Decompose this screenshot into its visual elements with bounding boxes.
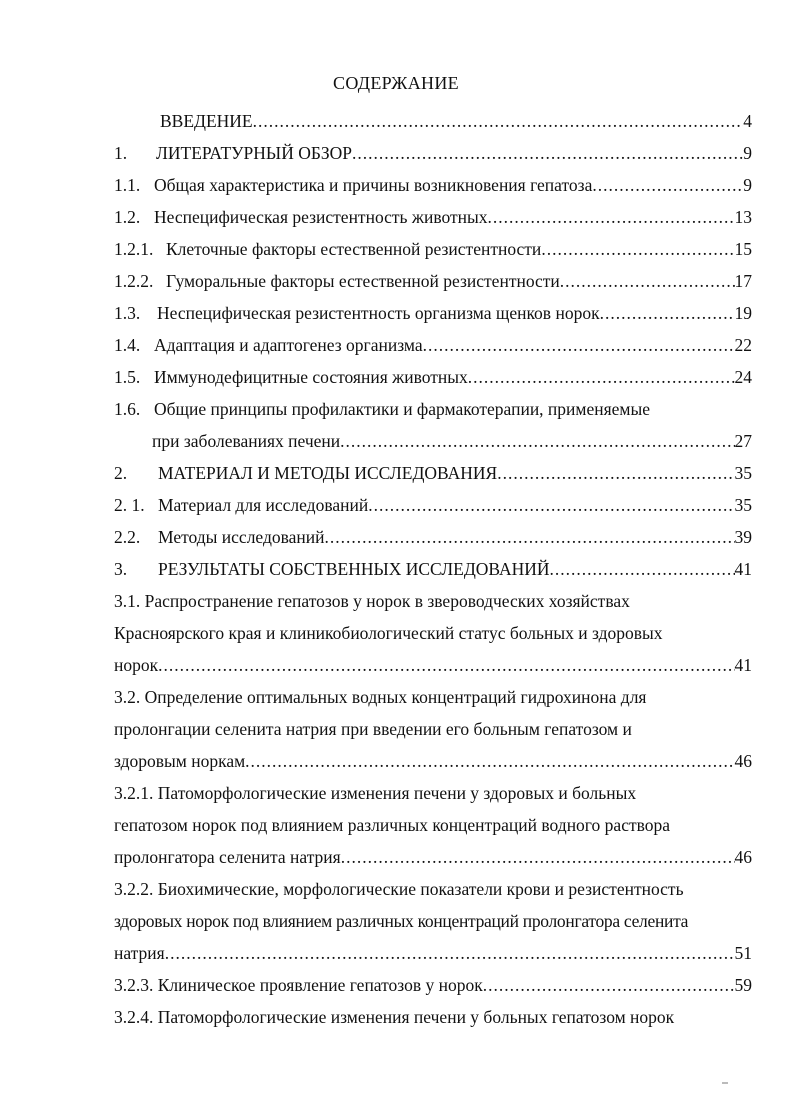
toc-page-number: 19: [734, 303, 752, 323]
leader-dots: [560, 270, 735, 292]
toc-entry-text: ЛИТЕРАТУРНЫЙ ОБЗОР: [156, 143, 353, 163]
leader-dots: [488, 206, 735, 228]
toc-entry-3-1-cont: [114, 622, 754, 646]
toc-entry-text: Иммунодефицитные состояния животных: [154, 367, 468, 387]
page-title: СОДЕРЖАНИЕ: [333, 73, 459, 93]
toc-page-number: 27: [734, 431, 752, 451]
toc-entry-3: [114, 558, 752, 582]
leader-dots: [368, 494, 734, 516]
toc-entry-3-2-3: [114, 974, 752, 998]
toc-page-number: 15: [734, 239, 752, 259]
toc-entry-2-1: [114, 494, 752, 518]
toc-entry-number: 1.6.: [114, 399, 141, 419]
scan-artifact: [722, 1082, 728, 1084]
leader-dots: [497, 462, 734, 484]
toc-entry-number: 1.: [114, 143, 128, 163]
leader-dots: [325, 526, 735, 548]
toc-entry-3-2-1-cont: [114, 814, 754, 838]
leader-dots: [483, 974, 735, 996]
toc-entry-1-2-1: [114, 238, 752, 262]
toc-page-number: 59: [734, 975, 752, 995]
toc-entry-text: натрия: [114, 943, 165, 963]
leader-dots: [468, 366, 735, 388]
toc-entry-1-2: [114, 206, 752, 230]
leader-dots: [158, 654, 734, 676]
toc-entry-text: 3.2.2. Биохимические, морфологические показатели крови и резистентность: [114, 879, 684, 899]
toc-entry-text: Общие принципы профилактики и фармакотерапии, применяемые: [154, 399, 651, 419]
leader-dots: [253, 110, 744, 132]
toc-page-number: 41: [734, 559, 752, 579]
toc-entry-1: [114, 142, 752, 166]
toc-page-number: 9: [743, 175, 752, 195]
toc-entry-text: здоровых норок под влиянием различных концентраций пролонгатора селенита: [114, 911, 689, 931]
toc-entry-2: [114, 462, 752, 486]
toc-entry-number: 1.1.: [114, 175, 141, 195]
toc-page-number: 13: [734, 207, 752, 227]
toc-entry-number: 1.3.: [114, 303, 141, 323]
toc-entry-intro: [160, 110, 752, 134]
leader-dots: [341, 846, 735, 868]
toc-entry-1-1: [114, 174, 752, 198]
toc-entry-1-6-cont: [152, 430, 752, 454]
toc-page-number: 24: [734, 367, 752, 387]
toc-page-number: 51: [734, 943, 752, 963]
toc-entry-1-5: [114, 366, 752, 390]
toc-entry-text: 3.2.4. Патоморфологические изменения печени у больных гепатозом норок: [114, 1007, 675, 1027]
toc-entry-text: Неспецифическая резистентность организма щенков норок: [157, 303, 600, 323]
toc-entry-number: 2. 1.: [114, 495, 145, 515]
toc-entry-number: 1.5.: [114, 367, 141, 387]
toc-entry-number: 2.: [114, 463, 128, 483]
toc-page-number: 22: [734, 335, 752, 355]
toc-entry-text: Гуморальные факторы естественной резистентности: [166, 271, 560, 291]
toc-entry-3-1: [114, 590, 754, 614]
toc-page-number: 39: [734, 527, 752, 547]
toc-entry-text: Адаптация и адаптогенез организма: [154, 335, 423, 355]
toc-entry-text: 3.2. Определение оптимальных водных концентраций гидрохинона для: [114, 687, 647, 707]
toc-entry-3-1-end: [114, 654, 752, 678]
toc-page-number: 17: [734, 271, 752, 291]
toc-entry-text: норок: [114, 655, 159, 675]
toc-page-number: 41: [734, 655, 752, 675]
toc-entry-text: Общая характеристика и причины возникновения гепатоза: [154, 175, 593, 195]
toc-entry-text: Неспецифическая резистентность животных: [154, 207, 488, 227]
toc-entry-number: 1.2.: [114, 207, 141, 227]
toc-entry-3-2-4: [114, 1006, 754, 1030]
toc-entry-text: РЕЗУЛЬТАТЫ СОБСТВЕННЫХ ИССЛЕДОВАНИЙ: [158, 559, 550, 579]
toc-entry-number: 1.4.: [114, 335, 141, 355]
toc-entry-1-3: [114, 302, 752, 326]
leader-dots: [245, 750, 734, 772]
toc-entry-text: пролонгации селенита натрия при введении его больным гепатозом и: [114, 719, 632, 739]
toc-entry-number: 2.2.: [114, 527, 141, 547]
leader-dots: [600, 302, 735, 324]
leader-dots: [165, 942, 735, 964]
toc-entry-1-4: [114, 334, 752, 358]
leader-dots: [550, 558, 735, 580]
toc-entry-text: при заболеваниях печени: [152, 431, 341, 451]
toc-entry-3-2-2-end: [114, 942, 752, 966]
toc-entry-1-6: [114, 398, 752, 422]
toc-entry-text: Клеточные факторы естественной резистентности: [166, 239, 542, 259]
toc-entry-3-2-2-cont: [114, 910, 764, 934]
toc-page-number: 4: [743, 111, 752, 131]
toc-entry-3-2: [114, 686, 754, 710]
toc-entry-text: Материал для исследований: [158, 495, 369, 515]
toc-entry-text: пролонгатора селенита натрия: [114, 847, 341, 867]
toc-entry-2-2: [114, 526, 752, 550]
toc-entry-text: 3.1. Распространение гепатозов у норок в звероводческих хозяйствах: [114, 591, 630, 611]
toc-page-number: 35: [734, 463, 752, 483]
toc-entry-text: Методы исследований: [158, 527, 325, 547]
toc-page-number: 46: [734, 751, 752, 771]
toc-entry-3-2-cont: [114, 718, 754, 742]
toc-entry-number: 1.2.1.: [114, 239, 154, 259]
toc-entry-3-2-1: [114, 782, 754, 806]
toc-entry-text: 3.2.3. Клиническое проявление гепатозов у норок: [114, 975, 483, 995]
toc-entry-number: 3.: [114, 559, 128, 579]
leader-dots: [340, 430, 734, 452]
leader-dots: [541, 238, 734, 260]
leader-dots: [592, 174, 743, 196]
toc-entry-text: здоровым норкам: [114, 751, 246, 771]
toc-entry-text: МАТЕРИАЛ И МЕТОДЫ ИССЛЕДОВАНИЯ: [158, 463, 498, 483]
toc-entry-number: 1.2.2.: [114, 271, 154, 291]
toc-entry-text: ВВЕДЕНИЕ: [160, 111, 253, 131]
toc-entry-1-2-2: [114, 270, 752, 294]
toc-entry-text: 3.2.1. Патоморфологические изменения печени у здоровых и больных: [114, 783, 637, 803]
toc-page-number: 9: [743, 143, 752, 163]
toc-entry-3-2-2: [114, 878, 764, 902]
toc-entry-3-2-1-end: [114, 846, 752, 870]
toc-entry-3-2-end: [114, 750, 752, 774]
toc-entry-text: гепатозом норок под влиянием различных концентраций водного раствора: [114, 815, 671, 835]
toc-page-number: 46: [734, 847, 752, 867]
leader-dots: [423, 334, 735, 356]
toc-entry-text: Красноярского края и клиникобиологический статус больных и здоровых: [114, 623, 663, 643]
toc-page-number: 35: [734, 495, 752, 515]
leader-dots: [352, 142, 743, 164]
